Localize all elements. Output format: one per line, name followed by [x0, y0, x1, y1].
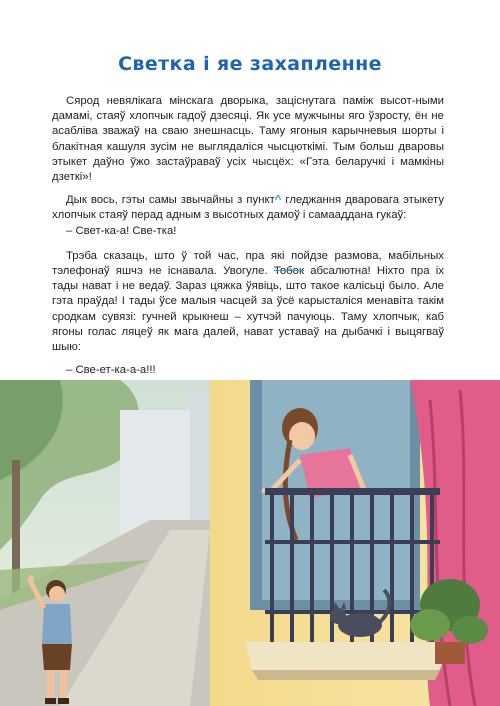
story-illustration	[0, 380, 500, 706]
paragraph-3: – Свет-ка-а! Све-тка!	[66, 224, 177, 237]
paragraph-5: – Све-ет-ка-а-а!!!	[66, 364, 156, 377]
story-title: Светка і яе захапленне	[118, 53, 382, 75]
correction-caret: ^	[274, 194, 282, 207]
story-text	[52, 94, 444, 386]
paragraph-2: Дык вось, гэты самы звычайны з пункт^ гледжання дваровага этыкету хлопчык стаяў перад адным з высотных дамоў і самааддана гукаў:	[52, 194, 444, 222]
struck-word: Тобок	[273, 265, 304, 278]
paragraph-1: Сярод невялікага мінскага дворыка, зацiснутага паміж высот-ными дамамі, стаяў хлопчык гадоў дзесяці. Як усе мужчыны яго ўзросту, ён не асабліва зважаў на сваю знешнасць. Таму ягоныя карычневыя шорты і блакітная кашуля зусім не выглядаліся чысцюткімі. Тым больш дваровы этыкет даўно ўжо застаўраваў усіх чысцёх: «Гэта беларучкі і мамкіны дзеткі»!	[52, 95, 444, 184]
balcony-slab	[245, 642, 450, 670]
paragraph-4: Трэба сказаць, што ў той час, пра які пойдзе размова, мабільных тэлефонаў яшчэ не існавала. Увогуле. Тобок абсалютна! Ніхто пра іх тады нават і не ведаў. Зараз цяжка ўявіць, што такое калісьці было. Але гэта праўда! І тады ўсе малыя часцей за ўсё карысталіся менавіта такім сродкам сувязі: гучней крыкнеш – хутчэй пачуюць. Таму хлопчык, каб ягоны голас ляцеў як мага далей, нават уставаў на дыбачкі і выцягваў шыю:	[52, 249, 444, 354]
